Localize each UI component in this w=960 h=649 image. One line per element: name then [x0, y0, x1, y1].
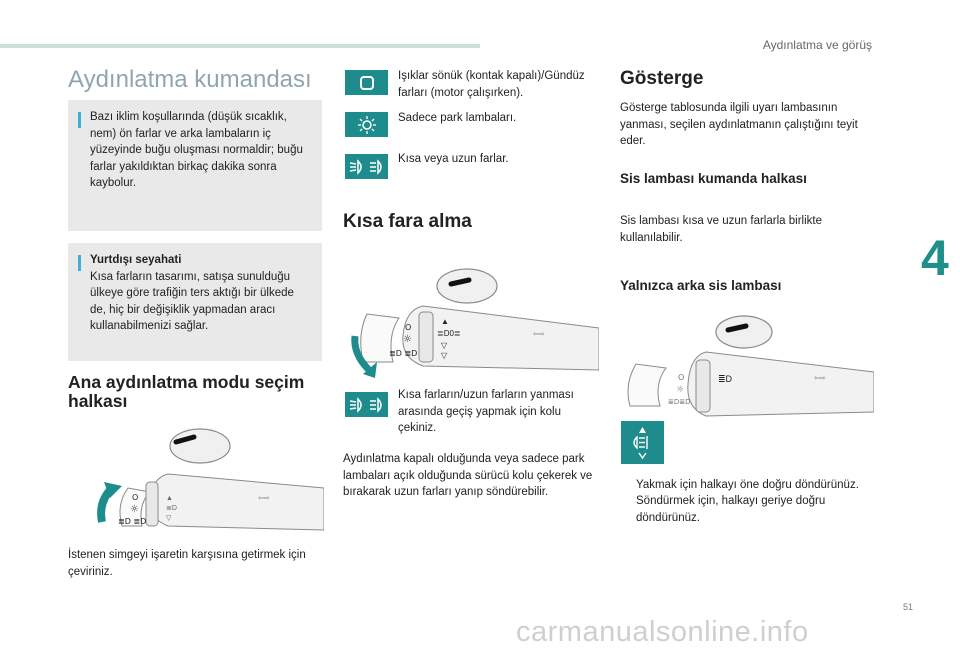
steering-wheel-icon — [716, 316, 772, 348]
stalk-illustration-fog — [616, 308, 874, 428]
heading-fog-ring: Sis lambası kumanda halkası — [620, 171, 807, 186]
bullet-item-on — [620, 477, 876, 494]
svg-text:≣D ≣D: ≣D ≣D — [389, 349, 418, 358]
steering-wheel-icon — [437, 269, 497, 303]
info-icon — [78, 112, 81, 128]
header-band — [0, 44, 480, 48]
heading-gosterge: Gösterge — [620, 68, 704, 89]
beam-switch-text: Kısa farların/uzun farların yanması arasında geçiş yapmak için kolu çekiniz. — [398, 389, 574, 434]
stalk-illustration-rotate — [88, 422, 324, 540]
fog-ring-text: Sis lambası kısa ve uzun farlarla birlikte kullanılabilir. — [620, 215, 822, 244]
chapter-number: 4 — [921, 230, 949, 286]
bullet-item-off — [620, 493, 876, 526]
steering-wheel-icon — [170, 429, 230, 463]
svg-text:O: O — [132, 493, 139, 502]
stalk-illustration-pull — [343, 262, 599, 380]
section-header-title: Aydınlatma ve görüş — [762, 38, 872, 52]
info-title-travel: Yurtdışı seyahati — [90, 254, 182, 266]
info-icon — [78, 255, 81, 271]
page-number: 51 — [903, 602, 914, 612]
svg-text:⇦⇨: ⇦⇨ — [533, 331, 545, 338]
svg-text:≣D: ≣D — [718, 374, 733, 384]
beam-switch-tile — [345, 392, 388, 417]
svg-text:▲: ▲ — [166, 495, 173, 502]
info-box-travel — [68, 243, 322, 361]
svg-text:▲: ▲ — [441, 317, 449, 326]
svg-text:▽: ▽ — [441, 341, 448, 350]
headlights-icon — [348, 159, 386, 175]
heading-main-lighting-ring: Ana aydınlatma modu seçim halkası — [68, 372, 305, 411]
heading-rear-fog: Yalnızca arka sis lambası — [620, 278, 782, 293]
info-box-condensation — [68, 100, 322, 231]
svg-text:⇦⇨: ⇦⇨ — [814, 375, 826, 382]
svg-text:▽: ▽ — [441, 351, 448, 360]
svg-text:▽: ▽ — [166, 515, 172, 522]
page-title: Aydınlatma kumandası — [68, 66, 312, 93]
lights-off-tile — [345, 70, 388, 95]
bullet-text: Yakmak için halkayı öne doğru döndürünüz. — [636, 479, 859, 491]
row-lights-off-text: Işıklar sönük (kontak kapalı)/Gündüz farları (motor çalışırken). — [398, 70, 585, 99]
svg-text:O: O — [405, 323, 412, 332]
info-text-condensation: Bazı iklim koşullarında (düşük sıcaklık, nem) ön farlar ve arka lambaların iç yüzeyinde buğu oluşması normaldir; buğu farlar yakıldıktan birkaç dakika sonra kaybolur. — [90, 111, 303, 189]
rear-fog-tile — [621, 421, 664, 464]
svg-text:≣D0≣: ≣D0≣ — [437, 329, 461, 338]
rear-fog-icon — [621, 421, 664, 464]
info-text-travel: Kısa farların tasarımı, satışa sunulduğu ülkeye göre trafiğin ters aktığı bir ülkede de, hiç bir değişiklik yapmadan aracı kullanabilmenizi sağlar. — [90, 270, 294, 332]
parking-lights-icon — [356, 116, 378, 134]
headlights-icon — [348, 397, 386, 413]
row-parking-text: Sadece park lambaları. — [398, 112, 517, 124]
heading-dipped-beam: Kısa fara alma — [343, 211, 472, 232]
lights-off-icon — [358, 75, 376, 91]
gosterge-text: Gösterge tablosunda ilgili uyarı lambasının yanması, seçilen aydınlatmanın çalıştığını teyit eder. — [620, 102, 858, 147]
svg-text:☼: ☼ — [676, 385, 685, 395]
svg-text:☼: ☼ — [130, 504, 139, 515]
svg-text:O: O — [678, 373, 685, 382]
headlights-tile — [345, 154, 388, 179]
row-headlights-text: Kısa veya uzun farlar. — [398, 153, 509, 165]
svg-text:☼: ☼ — [403, 334, 412, 345]
svg-text:≣D ≣D: ≣D ≣D — [118, 517, 147, 526]
flash-paragraph: Aydınlatma kapalı olduğunda veya sadece park lambaları açık olduğunda sürücü kolu çekerek ve bırakarak uzun farları yanıp söndürebilir. — [343, 453, 593, 498]
svg-text:≣D≣D: ≣D≣D — [668, 398, 691, 406]
watermark-text: carmanualsonline.info — [516, 616, 809, 648]
bullet-text: Söndürmek için, halkayı geriye doğru döndürünüz. — [636, 495, 826, 524]
parking-lights-tile — [345, 112, 388, 137]
svg-text:≣D: ≣D — [166, 505, 177, 512]
caption-rotate: İstenen simgeyi işaretin karşısına getirmek için çeviriniz. — [68, 549, 306, 578]
svg-text:⇦⇨: ⇦⇨ — [258, 495, 270, 502]
